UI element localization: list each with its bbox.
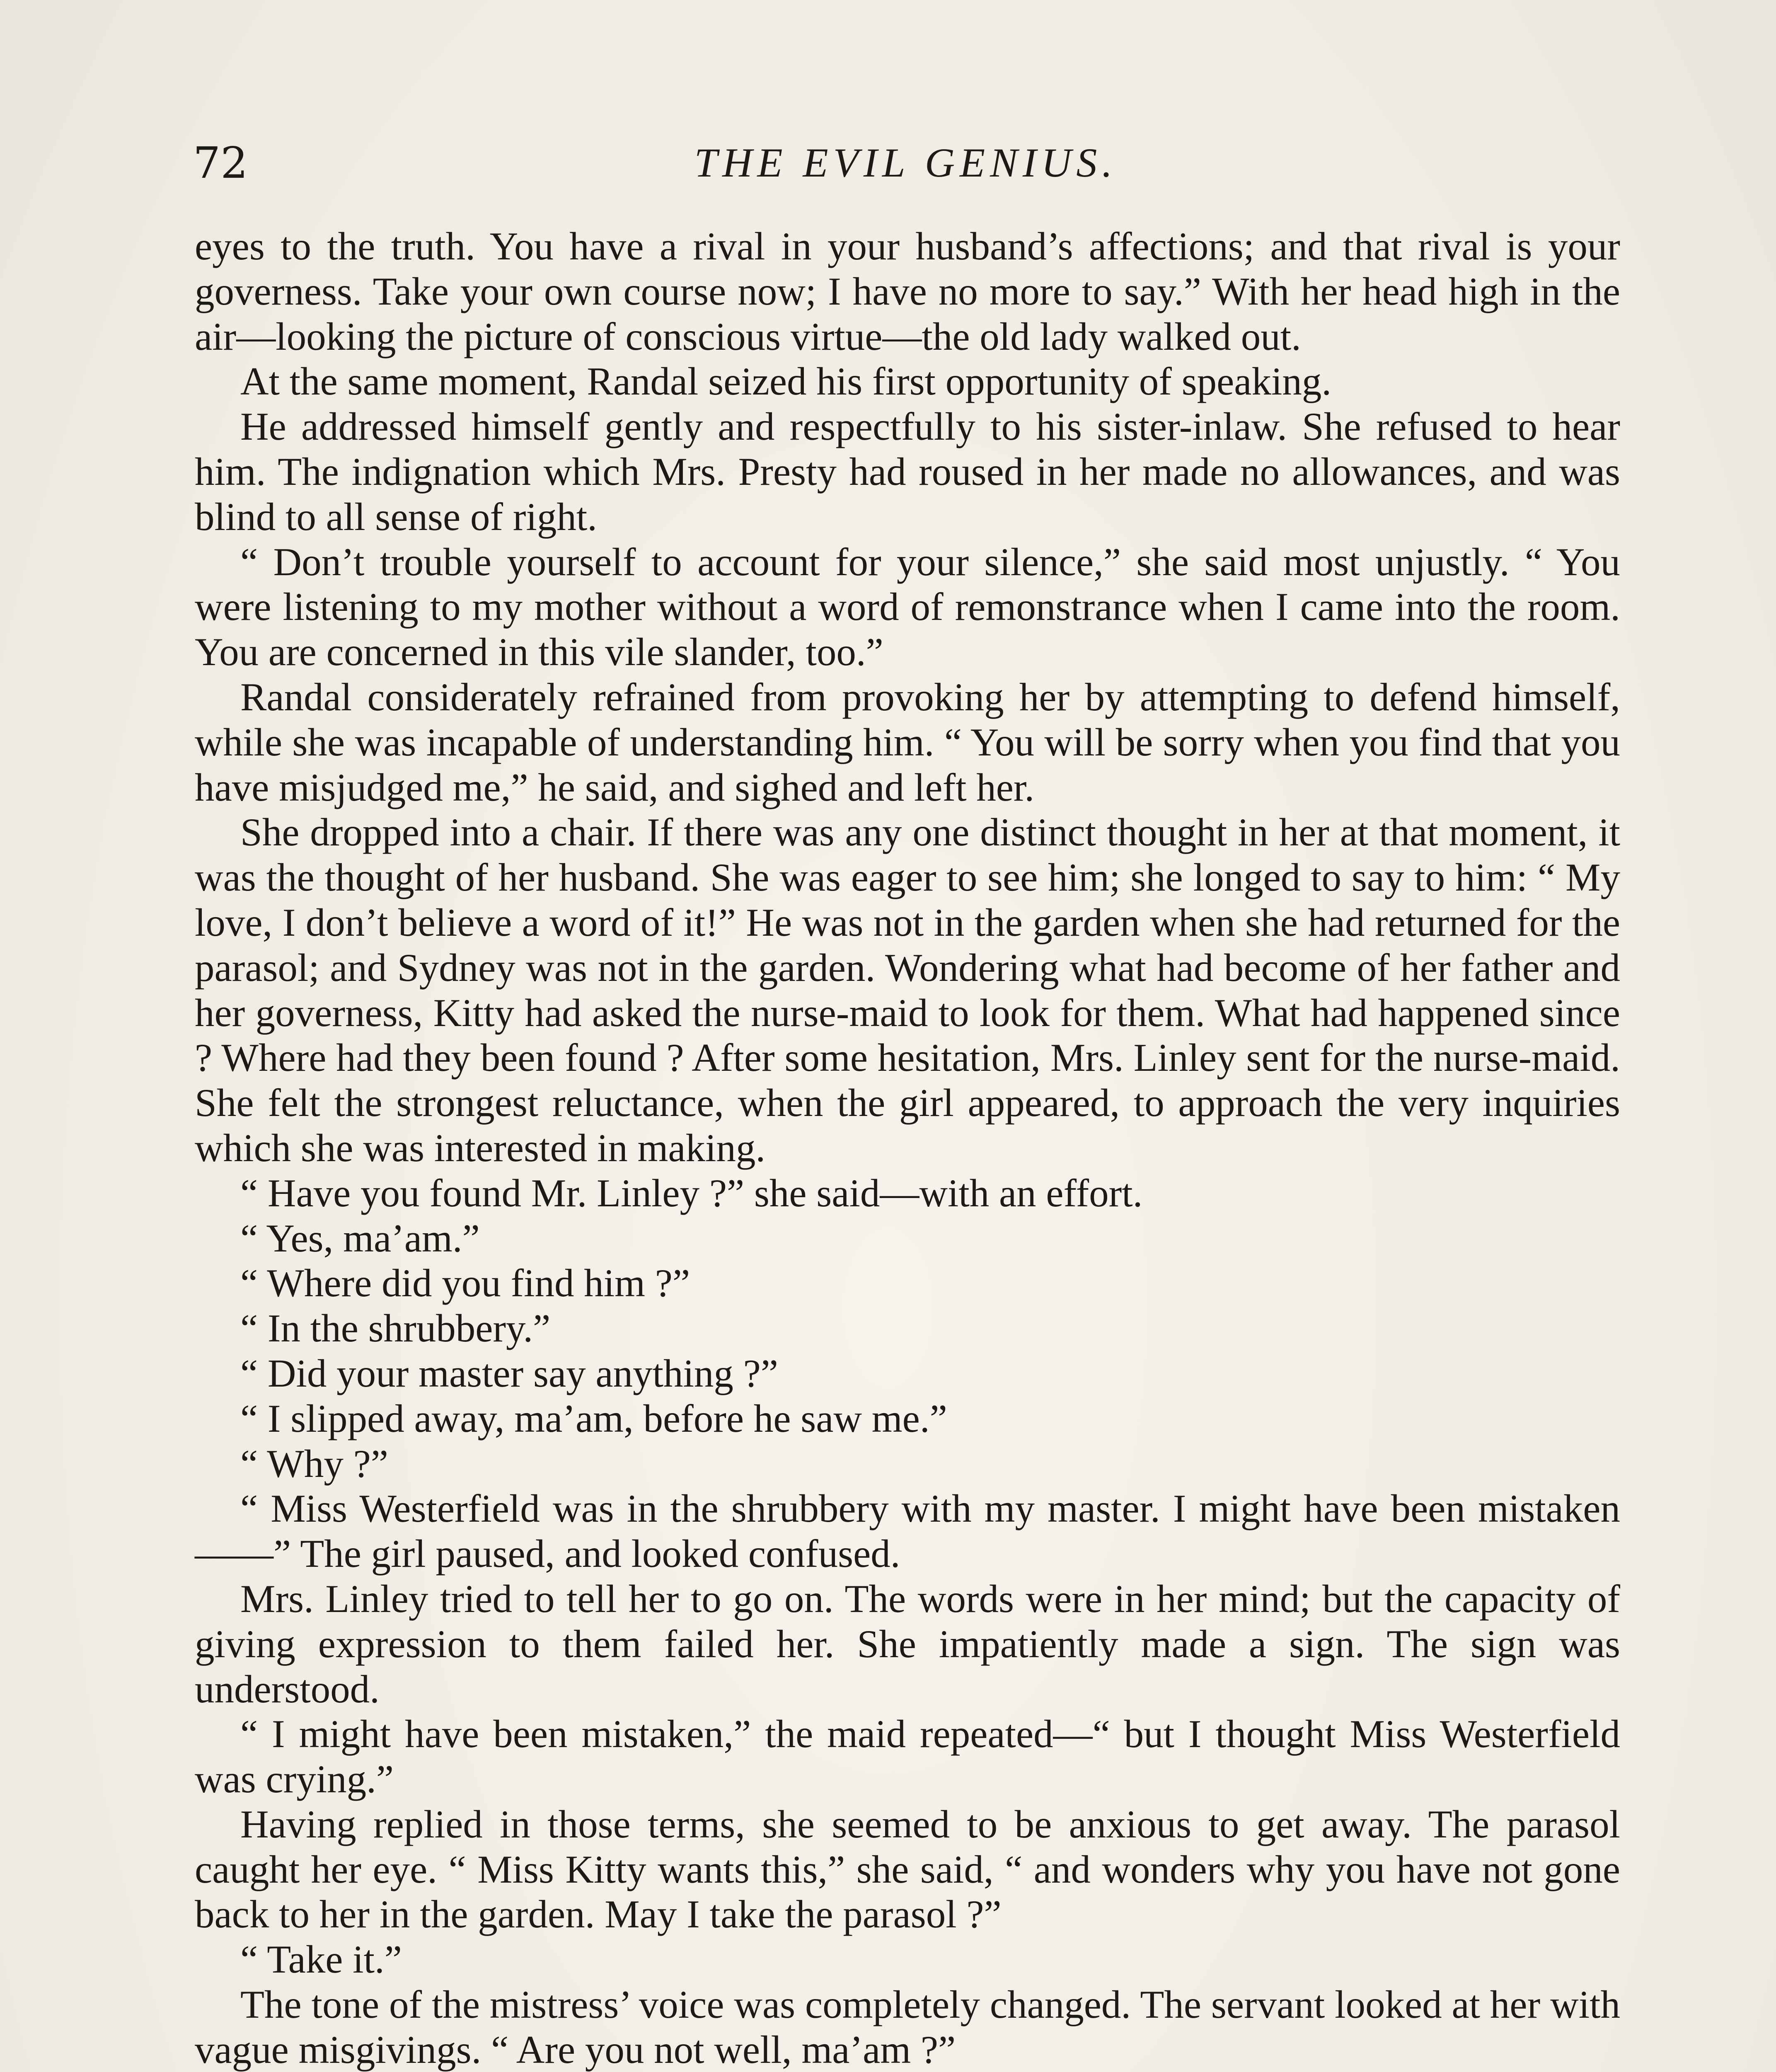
dialogue-line: “ I slipped away, ma’am, before he saw me.”	[240, 1396, 947, 1440]
paragraph: “ Don’t trouble yourself to account for your silence,” she said most unjustly. “ You were listening to my mother without a word of remonstrance when I came into the room. You are concerned in this vile slander, too.”	[195, 540, 1620, 674]
dialogue-line: “ Where did you find him ?”	[240, 1261, 690, 1305]
paragraph: “ Miss Westerfield was in the shrubbery with my master. I might have been mistaken——” The girl paused, and looked confused.	[195, 1486, 1620, 1576]
paragraph: Mrs. Linley tried to tell her to go on. The words were in her mind; but the capacity of giving expression to them failed her. She impatiently made a sign. The sign was understood.	[195, 1576, 1620, 1711]
paragraph: The tone of the mistress’ voice was completely changed. The servant looked at her with vague misgivings. “ Are you not well, ma’am ?”	[195, 1982, 1620, 2072]
dialogue-line: “ In the shrubbery.”	[240, 1306, 551, 1351]
paragraph: She dropped into a chair. If there was any one distinct thought in her at that moment, it was the thought of her husband. She was eager to see him; she longed to say to him: “ My love, I don’t believe a word of it!” He was not in the garden when she had returned for the parasol; and Sydney was not in the garden. Wondering what had become of her father and her governess, Kitty had asked the nurse-maid to look for them. What had happened since ? Where had they been found ? After some hesitation, Mrs. Linley sent for the nurse-maid. She felt the strongest reluctance, when the girl appeared, to approach the very inquiries which she was interested in making.	[195, 810, 1620, 1170]
paragraph: “ I might have been mistaken,” the maid repeated—“ but I thought Miss Westerfield was crying.”	[195, 1712, 1620, 1801]
paragraph: Randal considerately refrained from provoking her by attempting to defend himself, while she was incapable of understanding him. “ You will be sorry when you find that you have misjudged me,” he said, and sighed and left her.	[195, 675, 1620, 809]
dialogue-line: “ Yes, ma’am.”	[240, 1216, 480, 1260]
body-text	[195, 224, 1620, 2072]
dialogue-line: “ Take it.”	[240, 1937, 402, 1982]
paragraph: Having replied in those terms, she seemed to be anxious to get away. The parasol caught her eye. “ Miss Kitty wants this,” she said, “ and wonders why you have not gone back to her in the garden. May I take the parasol ?”	[195, 1802, 1620, 1936]
page-number: 72	[193, 138, 248, 188]
running-title: THE EVIL GENIUS.	[694, 140, 1118, 186]
paragraph: eyes to the truth. You have a rival in your husband’s affections; and that rival is your governess. Take your own course now; I have no more to say.” With her head high in the air—looking the picture of conscious virtue—the old lady walked out.	[195, 224, 1620, 358]
page-header	[193, 132, 1619, 194]
dialogue-line: “ Did your master say anything ?”	[240, 1351, 778, 1395]
paragraph: He addressed himself gently and respectfully to his sister-inlaw. She refused to hear him. The indignation which Mrs. Presty had roused in her made no allowances, and was blind to all sense of right.	[195, 404, 1620, 539]
paragraph: At the same moment, Randal seized his first opportunity of speaking.	[240, 359, 1332, 404]
dialogue-line: “ Why ?”	[240, 1441, 388, 1486]
dialogue-line: “ Have you found Mr. Linley ?” she said—with an effort.	[240, 1171, 1143, 1215]
